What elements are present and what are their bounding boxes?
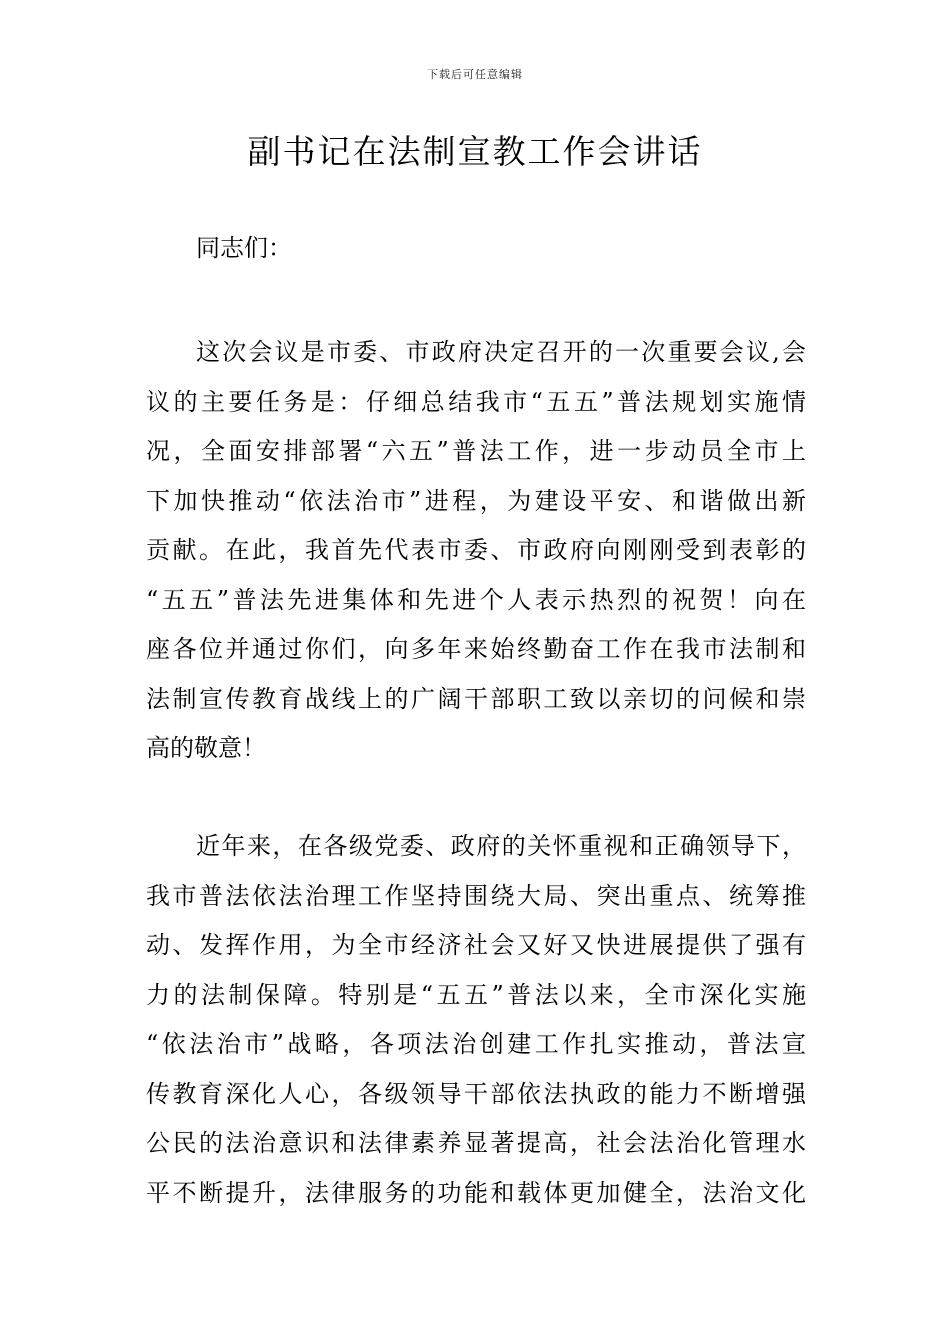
paragraph-line: 近年来，在各级党委、政府的关怀重视和正确领导下， (196, 832, 806, 860)
paragraph-line: 平不断提升，法律服务的功能和载体更加健全，法治文化 (146, 1178, 806, 1207)
paragraph-line: 传教育深化人心，各级领导干部依法执政的能力不断增强 (146, 1079, 806, 1108)
paragraph-line: 下加快推动“依法治市”进程，为建设平安、和谐做出新 (146, 486, 806, 515)
header-note: 下载后可任意编辑 (427, 68, 523, 81)
salutation: 同志们： (196, 234, 292, 262)
paragraph-line: 座各位并通过你们，向多年来始终勤奋工作在我市法制和 (146, 635, 806, 663)
paragraph-line: “依法治市”战略，各项法治创建工作扎实推动，普法宣 (146, 1030, 806, 1058)
paragraph-line: 法制宣传教育战线上的广阔干部职工致以亲切的问候和崇 (146, 684, 806, 713)
paragraph-line: 动、发挥作用，为全市经济社会又好又快进展提供了强有 (146, 931, 806, 959)
paragraph-line: 议的主要任务是：仔细总结我市“五五”普法规划实施情 (146, 387, 806, 416)
paragraph-2 (146, 822, 806, 1218)
paragraph-line: “五五”普法先进集体和先进个人表示热烈的祝贺！向在 (146, 585, 806, 614)
paragraph-line: 贡献。在此，我首先代表市委、市政府向刚刚受到表彰的 (146, 536, 806, 564)
paragraph-1 (146, 328, 806, 774)
paragraph-line: 力的法制保障。特别是“五五”普法以来，全市深化实施 (146, 980, 806, 1009)
paragraph-line: 况，全面安排部署“六五”普法工作，进一步动员全市上 (146, 437, 806, 465)
paragraph-line: 我市普法依法治理工作坚持围绕大局、突出重点、统筹推 (146, 881, 806, 910)
paragraph-line: 这次会议是市委、市政府决定召开的一次重要会议,会 (196, 338, 806, 366)
paragraph-line: 高的敬意！ (146, 734, 266, 762)
page-title: 副书记在法制宣教工作会讲话 (247, 132, 703, 171)
paragraph-line: 公民的法治意识和法律素养显著提高，社会法治化管理水 (146, 1129, 806, 1157)
